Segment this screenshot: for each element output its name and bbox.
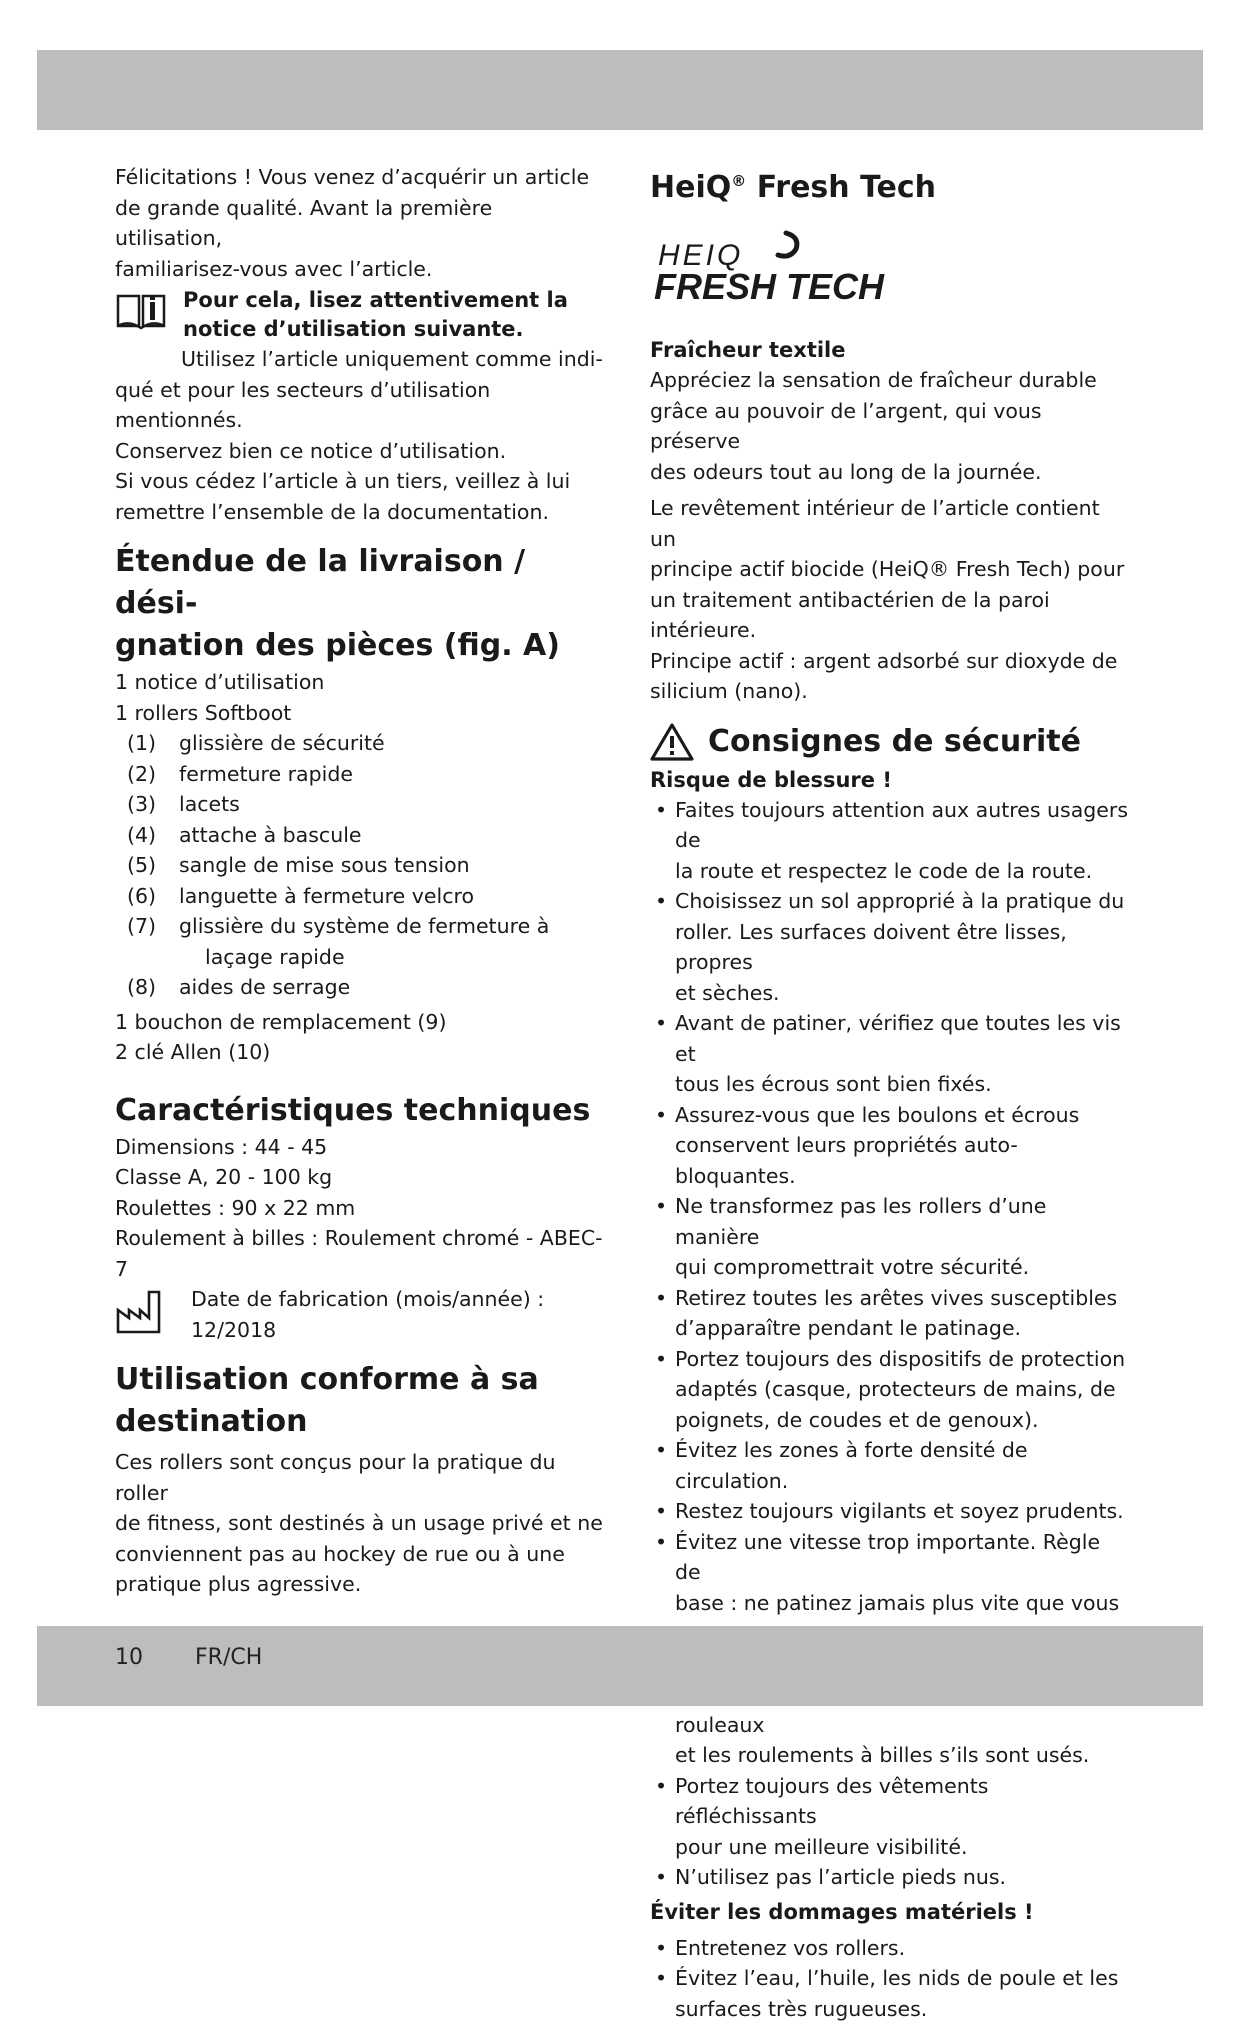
safety-heading: Consignes de sécurité [708,721,1081,763]
item-line: Restez toujours vigilants et soyez prudents. [675,1499,1124,1523]
item-line: tous les écrous sont bien fixés. [675,1072,992,1096]
item-line: adaptés (casque, protecteurs de mains, de [675,1377,1116,1401]
item-line: conservent leurs propriétés auto-bloquantes. [675,1133,1018,1188]
item-line: surfaces très rugueuses. [675,1997,927,2021]
fresh-subheading: Fraîcheur textile [650,335,1130,365]
right-column [650,162,1130,2024]
injury-item [650,1008,1130,1100]
item-line: base : ne patinez jamais plus vite que vous [675,1591,1119,1646]
injury-subheading: Risque de blessure ! [650,765,1130,795]
item-line: poignets, de coudes et de genoux). [675,1408,1039,1432]
item-line: Faites toujours attention aux autres usagers de [675,798,1128,853]
scope-extra: 1 bouchon de remplacement (9) [115,1007,605,1038]
part-label: attache à bascule [179,820,362,851]
part-number: (4) [115,820,179,851]
item-line: Évitez une vitesse trop importante. Règle de [675,1530,1100,1585]
part-item [115,972,605,1003]
injury-item [650,1100,1130,1192]
manual-info-icon [115,290,167,330]
item-line: roller. Les surfaces doivent être lisses, propres [675,920,1067,975]
usage-line: qué et pour les secteurs d’utilisation mentionnés. [115,375,605,436]
coating-line: principe actif biocide (HeiQ® Fresh Tech) pour [650,554,1130,585]
scope-extra: 2 clé Allen (10) [115,1037,605,1068]
item-line: Avant de patiner, vérifiez que toutes les vis et [675,1011,1121,1066]
intro-line: Félicitations ! Vous venez d’acquérir un article [115,162,605,193]
coating-line: Principe actif : argent adsorbé sur dioxyde de [650,646,1130,677]
part-item [115,820,605,851]
part-item [115,789,605,820]
part-item [115,911,605,972]
injury-item [650,1862,1130,1893]
use-line: de fitness, sont destinés à un usage privé et ne [115,1508,605,1539]
part-item [115,759,605,790]
item-line: qui compromettrait votre sécurité. [675,1255,1029,1279]
factory-icon [115,1288,165,1336]
scope-item: 1 rollers Softboot [115,698,605,729]
use-heading [115,1359,605,1443]
intro-line: de grande qualité. Avant la première utilisation, [115,193,605,254]
injury-item [650,1344,1130,1436]
item-line: Évitez les zones à forte densité de circulation. [675,1438,1028,1493]
item-line: N’utilisez pas l’article pieds nus. [675,1865,1006,1889]
part-item [115,728,605,759]
coating-line: Le revêtement intérieur de l’article contient un [650,493,1130,554]
item-line: rouleaux [675,1682,1058,1737]
tech-item: Classe A, 20 - 100 kg [115,1162,605,1193]
heiq-heading-text: Fresh Tech [746,170,936,205]
injury-item [650,1435,1130,1496]
item-line: d’apparaître pendant le patinage. [675,1316,1021,1340]
heiq-heading-text: HeiQ [650,170,731,205]
item-line: Entretenez vos rollers. [675,1936,905,1960]
item-line: Évitez l’eau, l’huile, les nids de poule et les [675,1966,1118,1990]
item-line: Ne transformez pas les rollers d’une manière [675,1194,1046,1249]
item-line: Assurez-vous que les boulons et écrous [675,1103,1079,1127]
part-label [179,911,549,972]
fresh-line: grâce au pouvoir de l’argent, qui vous préserve [650,396,1130,457]
tech-item: Dimensions : 44 - 45 [115,1132,605,1163]
part-label: fermeture rapide [179,759,353,790]
header-bar [37,50,1203,130]
part-label-line: laçage rapide [179,945,345,969]
registered-mark: ® [731,172,746,190]
scope-item: 1 notice d’utilisation [115,667,605,698]
manufacture-date [115,1284,605,1345]
part-label: languette à fermeture velcro [179,881,474,912]
tech-item: Roulettes : 90 x 22 mm [115,1193,605,1224]
part-label: glissière de sécurité [179,728,385,759]
manufacture-date-line: Date de fabrication (mois/année) : [191,1284,605,1315]
use-line: conviennent pas au hockey de rue ou à une [115,1539,605,1570]
part-number: (1) [115,728,179,759]
item-line: Portez toujours des vêtements réfléchissants [675,1774,988,1829]
fresh-line: des odeurs tout au long de la journée. [650,457,1130,488]
injury-item [650,1771,1130,1863]
damage-item [650,1933,1130,1964]
usage-line: remettre l’ensemble de la documentation. [115,497,605,528]
use-heading-line: Utilisation conforme à sa [115,1362,539,1397]
use-line: Ces rollers sont conçus pour la pratique du roller [115,1447,605,1508]
parts-list [115,728,605,1003]
manufacture-date-line: 12/2018 [191,1315,605,1346]
part-item [115,881,605,912]
logo-text-heiq: HEIQ [658,239,743,272]
part-number: (5) [115,850,179,881]
usage-line: Si vous cédez l’article à un tiers, veillez à lui [115,466,605,497]
item-line: et les roulements à billes s’ils sont usés. [675,1743,1089,1767]
left-column [115,162,605,1600]
page-number: 10 [115,1645,143,1670]
injury-item [650,1283,1130,1344]
usage-line: Utilisez l’article uniquement comme indi- [115,344,605,375]
injury-item [650,795,1130,887]
item-line: et sèches. [675,981,780,1005]
item-line: pour une meilleure visibilité. [675,1835,967,1859]
part-item [115,850,605,881]
use-heading-line: destination [115,1404,308,1439]
part-number: (2) [115,759,179,790]
coating-line: silicium (nano). [650,676,1130,707]
notice-line: Pour cela, lisez attentivement la [183,286,605,315]
fresh-line: Appréciez la sensation de fraîcheur durable [650,365,1130,396]
part-label: sangle de mise sous tension [179,850,470,881]
part-label-line: glissière du système de fermeture à [179,914,549,938]
warning-triangle-icon [650,722,694,762]
damage-list [650,1933,1130,2024]
usage-line: Conservez bien ce notice d’utilisation. [115,436,605,467]
part-number: (7) [115,911,179,972]
injury-item [650,1496,1130,1527]
item-line: Retirez toutes les arêtes vives susceptibles [675,1286,1117,1310]
coating-line: un traitement antibactérien de la paroi intérieure. [650,585,1130,646]
heiq-fresh-tech-logo [654,229,954,309]
damage-item [650,1963,1130,2024]
item-line: Portez toujours des dispositifs de protection [675,1347,1125,1371]
logo-text-fresh-tech: FRESH TECH [654,266,885,307]
part-label: lacets [179,789,240,820]
intro-line: familiarisez-vous avec l’article. [115,254,605,285]
part-number: (3) [115,789,179,820]
item-line: la route et respectez le code de la route. [675,859,1092,883]
part-label: aides de serrage [179,972,350,1003]
scope-heading [115,541,605,667]
injury-item [650,1191,1130,1283]
damage-subheading: Éviter les dommages matériels ! [650,1897,1130,1927]
item-line: Choisissez un sol approprié à la pratique du [675,889,1124,913]
tech-heading: Caractéristiques techniques [115,1090,605,1132]
part-number: (8) [115,972,179,1003]
part-number: (6) [115,881,179,912]
scope-heading-line: gnation des pièces (fig. A) [115,628,560,663]
notice-line: notice d’utilisation suivante. [183,315,605,344]
injury-list [650,795,1130,1893]
language-code: FR/CH [195,1645,262,1670]
heiq-heading [650,160,1130,209]
read-manual-notice [115,286,605,344]
tech-item: Roulement à billes : Roulement chromé - ABEC-7 [115,1223,605,1284]
use-line: pratique plus agressive. [115,1569,605,1600]
scope-heading-line: Étendue de la livraison / dési- [115,544,525,621]
safety-heading-row [650,721,1130,763]
injury-item [650,886,1130,1008]
